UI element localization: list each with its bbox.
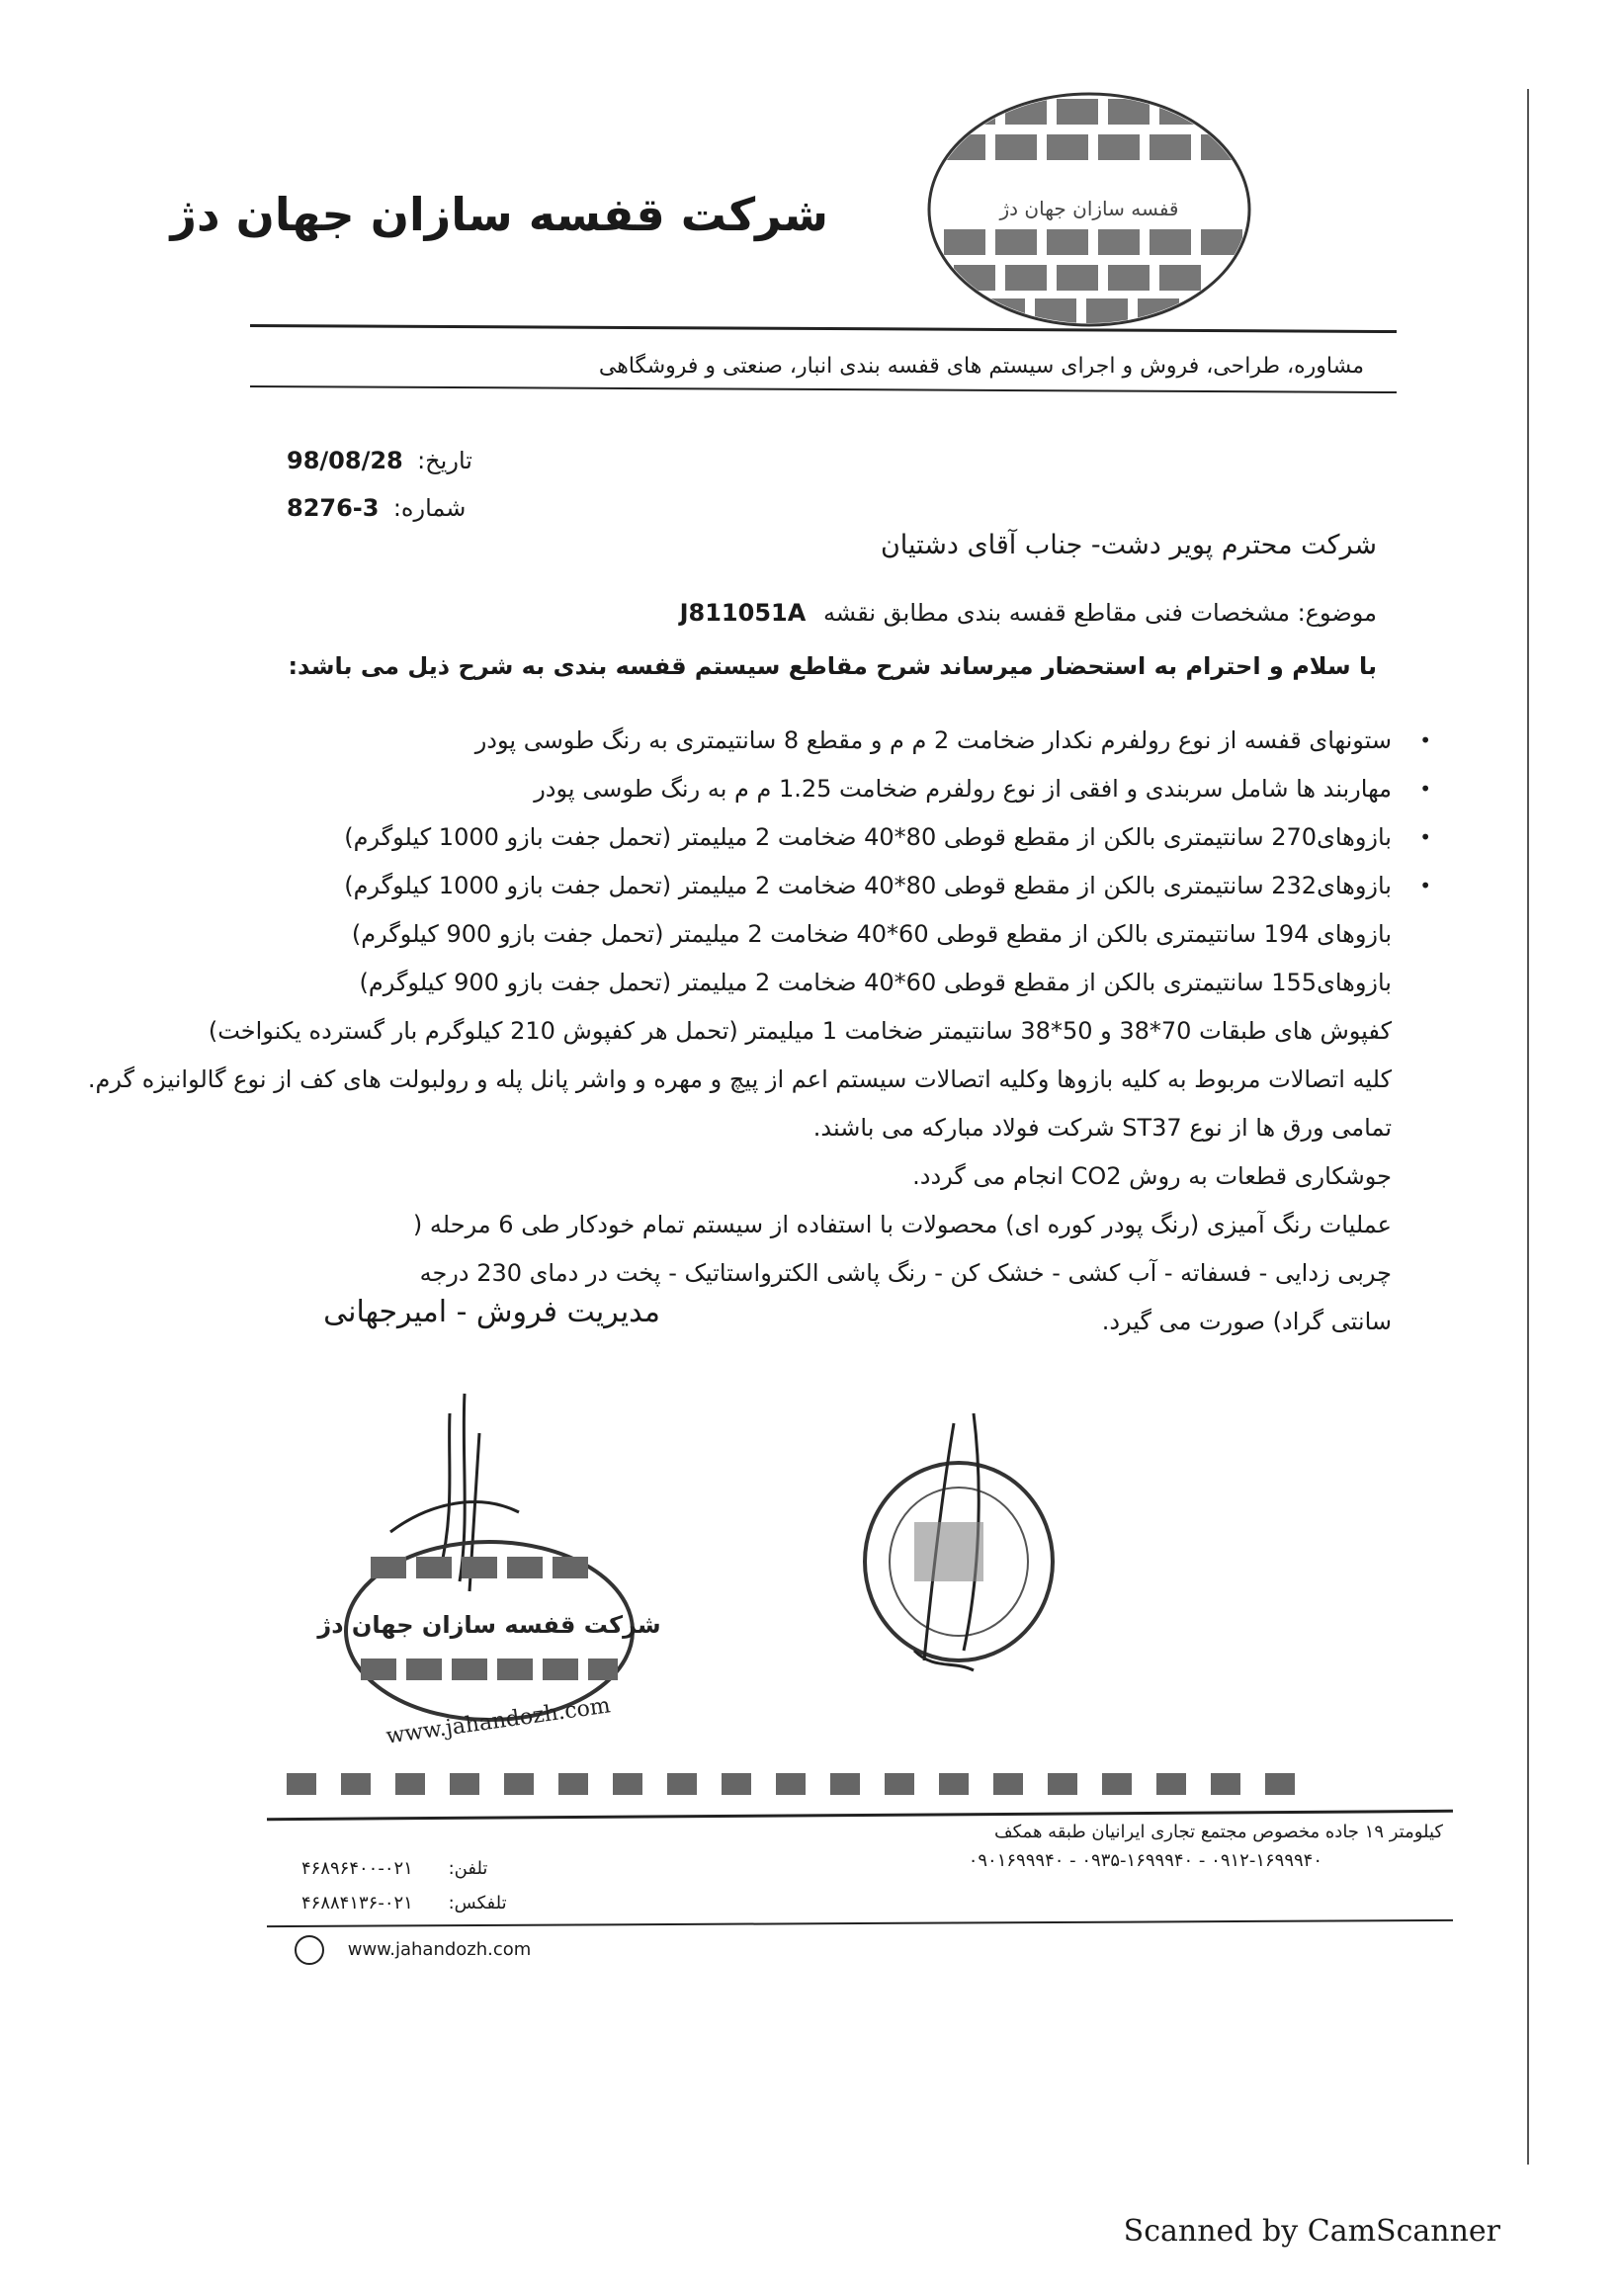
list-item: کلیه اتصالات مربوط به کلیه بازوها وکلیه اتصالات سیستم اعم از پیچ و مهره و واشر پانل پله و رولبولت های کف از نوع گالوانیزه گرم. <box>87 1065 1392 1093</box>
stamp-url: www.jahandozh.com <box>384 1693 613 1749</box>
footer-divider <box>267 1810 1453 1821</box>
list-item: مهاربند ها شامل سربندی و افقی از نوع رولفرم ضخامت 1.25 م م به رنگ طوسی پودر • <box>354 765 1392 813</box>
number-label: شماره: <box>392 494 467 522</box>
fax-number: ۰۲۱-۴۶۸۸۴۱۳۶ <box>301 1893 413 1913</box>
scanner-watermark: Scanned by CamScanner <box>1123 2214 1500 2249</box>
subject-line <box>680 599 1377 627</box>
tagline-divider <box>250 385 1397 393</box>
greeting-line: با سلام و احترام به استحضار میرساند شرح مقاطع سیستم قفسه بندی به شرح ذیل می باشد: <box>288 652 1377 680</box>
drawing-code: J811051A <box>679 599 807 627</box>
footer-phone <box>301 1858 487 1879</box>
list-item: بازوهای270 سانتیمتری بالکن از مقطع قوطی 80*40 ضخامت 2 میلیمتر (تحمل جفت بازو 1000 کیلوگرم) • <box>354 813 1392 862</box>
fax-label: تلفکس: <box>448 1893 507 1913</box>
list-item: ستونهای قفسه از نوع رولفرم نکدار ضخامت 2 م م و مقطع 8 سانتیمتری به رنگ طوسی پودر • <box>354 717 1392 765</box>
company-stamp <box>317 1374 661 1749</box>
date-value: 98/08/28 <box>287 447 403 474</box>
footer-mobiles: ۰۹۱۲-۱۶۹۹۹۴۰ - ۰۹۳۵-۱۶۹۹۹۴۰ - ۰۹۰۱۶۹۹۹۴۰ <box>968 1850 1322 1871</box>
phone-number: ۰۲۱-۴۶۸۹۶۴۰۰ <box>301 1858 413 1879</box>
footer-bottom-divider <box>267 1919 1453 1927</box>
number-value: 3-8276 <box>287 494 380 522</box>
list-item: کفپوش های طبقات 70*38 و 50*38 سانتیمتر ضخامت 1 میلیمتر (تحمل هر کفپوش 210 کیلوگرم بار گسترده یکنواخت) <box>208 1017 1392 1045</box>
subject-label: موضوع: مشخصات فنی مقاطع قفسه بندی مطابق نقشه <box>822 599 1377 627</box>
footer-website <box>295 1935 531 1965</box>
date-label: تاریخ: <box>417 447 472 474</box>
footer-decoration-strip <box>277 1769 1453 1799</box>
spec-list <box>87 717 1392 1346</box>
company-tagline: مشاوره، طراحی، فروش و اجرای سیستم های قفسه بندی انبار، صنعتی و فروشگاهی <box>598 354 1364 379</box>
company-logo-seal <box>924 89 1255 331</box>
list-item: عملیات رنگ آمیزی (رنگ پودر کوره ای) محصولات با استفاده از سیستم تمام خودکار طی 6 مرحله ( چربی زدایی - فسفاته - آب کشی - خشک کن - رنگ پاشی الکترواستاتیک - پخت در دمای 230 درجه سانتی گراد) صورت می گیرد. <box>412 1211 1392 1335</box>
website-url: www.jahandozh.com <box>347 1939 532 1960</box>
letter-number <box>287 494 466 522</box>
phone-label: تلفن: <box>448 1858 488 1879</box>
logo-seal-text: قفسه سازان جهان دژ <box>999 197 1179 220</box>
footer-address: کیلومتر ۱۹ جاده مخصوص مجتمع تجاری ایرانیان طبقه همکف <box>993 1822 1443 1842</box>
list-item: بازوهای232 سانتیمتری بالکن از مقطع قوطی 80*40 ضخامت 2 میلیمتر (تحمل جفت بازو 1000 کیلوگرم) • <box>354 862 1392 910</box>
signatory-name: مدیریت فروش - امیرجهانی <box>323 1295 660 1329</box>
circular-stamp <box>855 1403 1063 1690</box>
list-item: جوشکاری قطعات به روش CO2 انجام می گردد. <box>912 1162 1392 1190</box>
list-item: بازوهای 194 سانتیمتری بالکن از مقطع قوطی 60*40 ضخامت 2 میلیمتر (تحمل جفت بازو 900 کیلوگرم) <box>351 920 1392 948</box>
stamp-text: شرکت قفسه سازان جهان دژ <box>317 1611 661 1639</box>
recipient-line: شرکت محترم پویر دشت- جناب آقای دشتیان <box>880 530 1377 560</box>
page-right-edge <box>1527 89 1529 2165</box>
list-item: تمامی ورق ها از نوع ST37 شرکت فولاد مبارکه می باشند. <box>812 1114 1392 1142</box>
globe-icon <box>295 1935 324 1965</box>
list-item: بازوهای155 سانتیمتری بالکن از مقطع قوطی 60*40 ضخامت 2 میلیمتر (تحمل جفت بازو 900 کیلوگرم) <box>359 969 1392 996</box>
company-name: شرکت قفسه سازان جهان دژ <box>170 188 828 241</box>
letter-date <box>287 447 472 474</box>
footer-fax <box>301 1893 507 1913</box>
